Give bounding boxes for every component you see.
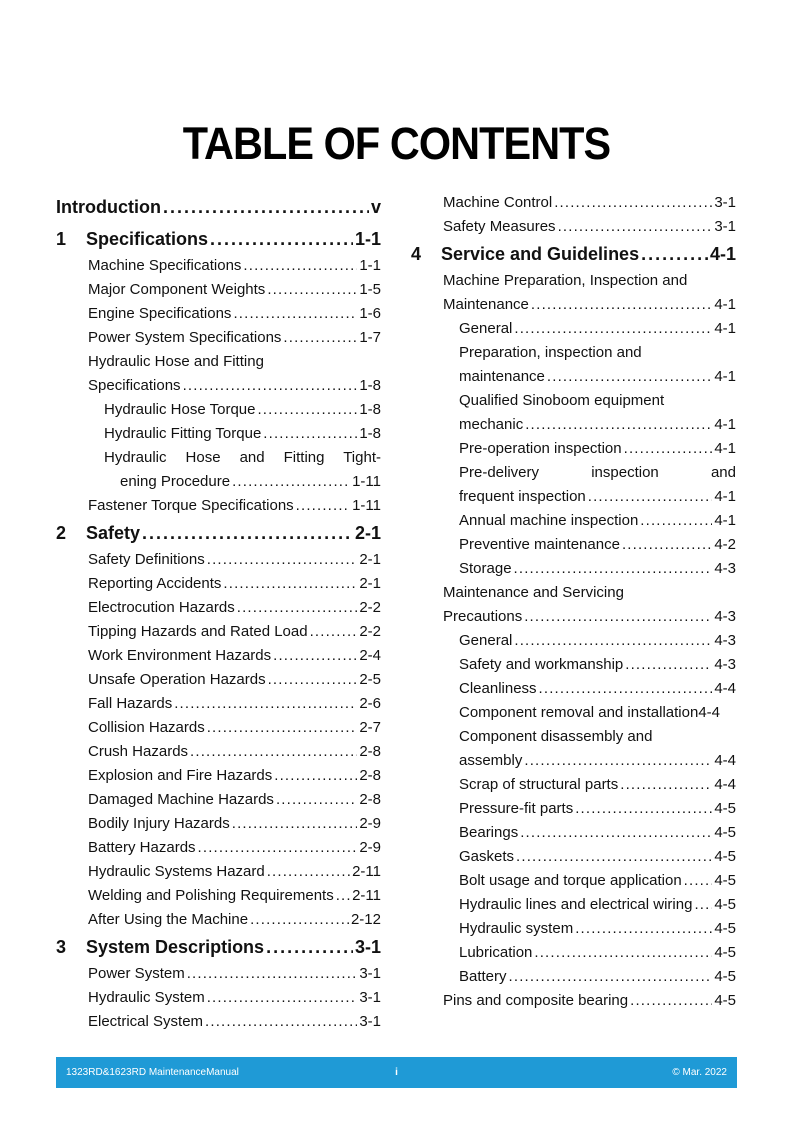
toc-entry-title: Collision Hazards [88, 719, 205, 736]
toc-entry-title: Tipping Hazards and Rated Load [88, 623, 308, 640]
dot-leader [684, 869, 713, 893]
dot-leader [207, 716, 358, 740]
toc-entry-page: 4-5 [714, 848, 736, 865]
dot-leader [223, 572, 357, 596]
toc-entry-page: 1-8 [359, 377, 381, 394]
toc-entry[interactable] [411, 965, 736, 989]
toc-entry-page: 4-4 [714, 752, 736, 769]
toc-entry-title: Preparation, inspection and [459, 344, 642, 361]
toc-entry-title: Machine Preparation, Inspection and [443, 272, 688, 289]
toc-entry-page: 4-3 [714, 632, 736, 649]
toc-entry[interactable] [411, 629, 736, 653]
toc-entry-page: 4-1 [714, 320, 736, 337]
toc-entry-title-cont: maintenance [459, 368, 545, 385]
toc-entry-page: 3-1 [359, 1013, 381, 1030]
toc-entry-title: Safety Definitions [88, 551, 205, 568]
toc-entry[interactable] [411, 917, 736, 941]
toc-entry-title: Battery Hazards [88, 839, 196, 856]
dot-leader [588, 485, 713, 509]
toc-entry[interactable] [56, 836, 381, 860]
toc-entry[interactable] [411, 701, 736, 725]
toc-entry-page: 4-3 [714, 608, 736, 625]
toc-entry[interactable] [56, 572, 381, 596]
dot-leader [263, 422, 357, 446]
toc-entry-page: 1-8 [359, 425, 381, 442]
toc-entry-page: 4-1 [714, 296, 736, 313]
dot-leader [183, 374, 358, 398]
toc-entry[interactable] [56, 716, 381, 740]
toc-entry-title: Component disassembly and [459, 728, 653, 745]
dot-leader [336, 884, 350, 908]
toc-entry-page: 4-1 [714, 440, 736, 457]
dot-leader [237, 596, 358, 620]
toc-entry-title: Component removal and installation [459, 704, 699, 721]
toc-entry-title: Unsafe Operation Hazards [88, 671, 266, 688]
footer-date: © Mar. 2022 [672, 1067, 727, 1078]
dot-leader [198, 836, 358, 860]
dot-leader [257, 398, 357, 422]
toc-entry[interactable] [411, 317, 736, 341]
toc-entry-page: 1-5 [359, 281, 381, 298]
dot-leader [640, 509, 712, 533]
toc-entry-title-cont: Precautions [443, 608, 523, 625]
dot-leader [516, 845, 712, 869]
toc-entry[interactable] [56, 860, 381, 884]
dot-leader [187, 962, 358, 986]
toc-entry[interactable] [411, 533, 736, 557]
toc-entry[interactable] [411, 941, 736, 965]
toc-entry[interactable] [411, 509, 736, 533]
toc-entry-title-cont: assembly [459, 752, 523, 769]
toc-entry[interactable] [56, 326, 381, 350]
chapter-page: 3-1 [354, 937, 381, 957]
dot-leader [641, 239, 708, 269]
toc-entry-pre-delivery[interactable] [411, 461, 736, 509]
dot-leader [210, 224, 353, 254]
toc-entry-page: 4-1 [714, 368, 736, 385]
toc-entry-page: 2-7 [359, 719, 381, 736]
toc-entry-page: 3-1 [359, 965, 381, 982]
toc-entry-title: Electrical System [88, 1013, 204, 1030]
dot-leader [174, 692, 357, 716]
toc-chapter-3[interactable] [56, 932, 381, 962]
dot-leader [267, 860, 350, 884]
toc-entry-page: 4-3 [714, 560, 736, 577]
toc-entry-page: 4-4 [698, 704, 720, 721]
toc-entry-page: 4-1 [714, 488, 736, 505]
toc-entry[interactable] [56, 494, 381, 518]
dot-leader [276, 788, 357, 812]
toc-chapter-4[interactable] [411, 239, 736, 269]
toc-entry[interactable] [56, 644, 381, 668]
toc-entry[interactable] [56, 254, 381, 278]
toc-entry-page: 4-2 [714, 536, 736, 553]
toc-entry[interactable] [56, 908, 381, 932]
toc-entry-page: 1-11 [352, 473, 381, 490]
toc-entry[interactable] [56, 398, 381, 422]
dot-leader [558, 215, 713, 239]
toc-entry-title: General [459, 320, 513, 337]
toc-entry-page: 4-5 [714, 896, 736, 913]
toc-entry-title: After Using the Machine [88, 911, 249, 928]
toc-entry-title: Electrocution Hazards [88, 599, 235, 616]
toc-entry[interactable] [56, 692, 381, 716]
dot-leader [207, 548, 358, 572]
dot-leader [232, 812, 358, 836]
toc-entry-title: Maintenance and Servicing [443, 584, 624, 601]
toc-entry-page: 4-5 [714, 968, 736, 985]
dot-leader [509, 965, 713, 989]
toc-entry-page: 2-4 [359, 647, 381, 664]
toc-entry-page: 2-11 [352, 887, 381, 904]
toc-entry-page: 2-6 [359, 695, 381, 712]
toc-entry-title: Explosion and Fire Hazards [88, 767, 273, 784]
toc-entry-title: Welding and Polishing Requirements [88, 887, 334, 904]
toc-entry-title: Machine Control [443, 194, 553, 211]
dot-leader [205, 1010, 357, 1034]
dot-leader [163, 194, 369, 220]
toc-entry-title: Safety and workmanship [459, 656, 624, 673]
toc-entry-page: 2-8 [359, 767, 381, 784]
dot-leader [534, 941, 712, 965]
page-footer [56, 1057, 737, 1088]
toc-chapter-1[interactable] [56, 224, 381, 254]
toc-entry-hose-specs[interactable] [56, 350, 381, 398]
toc-entry-page: 2-12 [350, 911, 381, 928]
dot-leader [554, 191, 712, 215]
toc-entry-page: v [370, 197, 381, 217]
dot-leader [296, 494, 350, 518]
dot-leader [514, 629, 712, 653]
dot-leader [310, 620, 358, 644]
toc-entry-title: Hydraulic Hose Torque [104, 401, 256, 418]
toc-entry[interactable] [411, 191, 736, 215]
toc-entry-title: Qualified Sinoboom equipment [459, 392, 665, 409]
toc-entry[interactable] [56, 278, 381, 302]
chapter-number: 2 [56, 523, 67, 543]
toc-entry[interactable] [56, 812, 381, 836]
footer-page-number: i [395, 1067, 398, 1078]
toc-entry-title: Reporting Accidents [88, 575, 222, 592]
toc-entry-title: Pre-operation inspection [459, 440, 622, 457]
toc-entry-title: Engine Specifications [88, 305, 232, 322]
toc-entry-page: 4-5 [714, 824, 736, 841]
chapter-title: Safety [86, 523, 141, 543]
chapter-number: 4 [411, 244, 422, 264]
dot-leader [190, 740, 357, 764]
chapter-title: Service and Guidelines [441, 244, 640, 264]
dot-leader [514, 557, 713, 581]
dot-leader [575, 797, 712, 821]
toc-entry-page: 2-2 [359, 599, 381, 616]
dot-leader [524, 749, 712, 773]
chapter-page: 2-1 [354, 523, 381, 543]
dot-leader [250, 908, 349, 932]
dot-leader [539, 677, 713, 701]
toc-entry-page: 1-8 [359, 401, 381, 418]
toc-entry-title-cont: ening Procedure [120, 473, 231, 490]
toc-entry-page: 2-1 [359, 575, 381, 592]
toc-entry-page: 2-9 [359, 815, 381, 832]
toc-entry-title: Bolt usage and torque application [459, 872, 682, 889]
dot-leader [630, 989, 712, 1013]
toc-entry-title-cont: frequent inspection [459, 488, 586, 505]
toc-entry-qualified-mechanic[interactable] [411, 389, 736, 437]
toc-chapter-2[interactable] [56, 518, 381, 548]
toc-entry[interactable] [56, 596, 381, 620]
toc-entry-title: Scrap of structural parts [459, 776, 619, 793]
toc-entry-title: Hydraulic Hose and Fitting Tight- [104, 449, 381, 466]
toc-entry-title: Safety Measures [443, 218, 556, 235]
toc-entry[interactable] [411, 215, 736, 239]
toc-entry-page: 3-1 [714, 194, 736, 211]
toc-entry-page: 3-1 [714, 218, 736, 235]
toc-entry-title: Pins and composite bearing [443, 992, 629, 1009]
toc-entry-page: 4-5 [714, 944, 736, 961]
dot-leader [273, 644, 357, 668]
toc-entry-title-cont: Maintenance [443, 296, 529, 313]
toc-entry-title: Lubrication [459, 944, 533, 961]
toc-entry-title: Annual machine inspection [459, 512, 639, 529]
dot-leader [207, 986, 358, 1010]
toc-entry-title: Hydraulic system [459, 920, 574, 937]
toc-entry[interactable] [411, 797, 736, 821]
toc-entry[interactable] [411, 989, 736, 1013]
toc-entry-maintenance-precautions[interactable] [411, 581, 736, 629]
toc-entry-title: Pressure-fit parts [459, 800, 574, 817]
toc-entry-page: 4-5 [714, 992, 736, 1009]
toc-entry-title: Damaged Machine Hazards [88, 791, 274, 808]
toc-entry[interactable] [56, 668, 381, 692]
toc-entry[interactable] [56, 740, 381, 764]
dot-leader [575, 917, 712, 941]
toc-entry-page: 1-11 [352, 497, 381, 514]
dot-leader [694, 893, 712, 917]
footer-manual-name: 1323RD&1623RD MaintenanceManual [66, 1067, 239, 1078]
dot-leader [547, 365, 712, 389]
toc-left-column [56, 194, 381, 1034]
toc-entry-page: 1-7 [359, 329, 381, 346]
dot-leader [233, 302, 357, 326]
chapter-number: 1 [56, 229, 67, 249]
dot-leader [514, 317, 712, 341]
toc-entry-title: Cleanliness [459, 680, 537, 697]
toc-entry-title: Power System [88, 965, 185, 982]
toc-entry-page: 2-11 [352, 863, 381, 880]
toc-entry[interactable] [56, 548, 381, 572]
toc-entry[interactable] [56, 788, 381, 812]
toc-entry-page: 4-3 [714, 656, 736, 673]
toc-entry-page: 4-5 [714, 872, 736, 889]
dot-leader [267, 278, 357, 302]
dot-leader [274, 764, 357, 788]
toc-entry-page: 4-5 [714, 920, 736, 937]
toc-entry-page: 1-6 [359, 305, 381, 322]
dot-leader [142, 518, 353, 548]
dot-leader [268, 668, 358, 692]
toc-entry-title: Preventive maintenance [459, 536, 620, 553]
toc-entry[interactable] [56, 422, 381, 446]
toc-entry[interactable] [411, 773, 736, 797]
toc-entry-disassembly[interactable] [411, 725, 736, 773]
toc-entry-title: Bodily Injury Hazards [88, 815, 230, 832]
dot-leader [520, 821, 712, 845]
toc-entry-page: 1-1 [359, 257, 381, 274]
toc-entry-title: Battery [459, 968, 507, 985]
dot-leader [524, 605, 712, 629]
toc-entry-title: Pre-delivery inspection and [459, 464, 736, 481]
dot-leader [232, 470, 350, 494]
toc-entry[interactable] [411, 557, 736, 581]
toc-entry[interactable] [56, 764, 381, 788]
toc-entry-title: Major Component Weights [88, 281, 266, 298]
dot-leader [624, 437, 713, 461]
toc-entry-page: 4-1 [714, 416, 736, 433]
toc-entry-page: 2-8 [359, 743, 381, 760]
toc-entry[interactable] [56, 986, 381, 1010]
toc-entry[interactable] [411, 893, 736, 917]
toc-entry-title: Power System Specifications [88, 329, 282, 346]
toc-entry[interactable] [56, 620, 381, 644]
toc-entry-title: Machine Specifications [88, 257, 242, 274]
toc-entry-title: Hydraulic Systems Hazard [88, 863, 265, 880]
toc-right-column [411, 191, 736, 1013]
toc-entry[interactable] [56, 302, 381, 326]
toc-entry-page: 2-2 [359, 623, 381, 640]
dot-leader [622, 533, 712, 557]
dot-leader [620, 773, 712, 797]
toc-entry-title: Hydraulic System [88, 989, 205, 1006]
toc-entry-page: 2-1 [359, 551, 381, 568]
toc-entry-page: 4-4 [714, 680, 736, 697]
chapter-page: 4-1 [709, 244, 736, 264]
toc-entry[interactable] [411, 437, 736, 461]
toc-entry-title-cont: Specifications [88, 377, 181, 394]
toc-entry-title: Gaskets [459, 848, 515, 865]
toc-entry-title: Hydraulic lines and electrical wiring [459, 896, 693, 913]
toc-entry-title-cont: mechanic [459, 416, 524, 433]
dot-leader [625, 653, 712, 677]
toc-entry-page: 3-1 [359, 989, 381, 1006]
toc-entry-page: 2-8 [359, 791, 381, 808]
toc-entry[interactable] [56, 1010, 381, 1034]
toc-entry-title: Bearings [459, 824, 519, 841]
toc-entry[interactable] [56, 962, 381, 986]
toc-entry[interactable] [411, 845, 736, 869]
toc-entry-page: 4-5 [714, 800, 736, 817]
toc-entry-title: Work Environment Hazards [88, 647, 272, 664]
toc-entry-title: Crush Hazards [88, 743, 189, 760]
dot-leader [531, 293, 712, 317]
toc-entry-page: 4-1 [714, 512, 736, 529]
dot-leader [266, 932, 353, 962]
page-title: TABLE OF CONTENTS [182, 118, 611, 169]
toc-entry-title: Fastener Torque Specifications [88, 497, 294, 514]
toc-entry[interactable] [411, 653, 736, 677]
toc-entry[interactable] [56, 884, 381, 908]
toc-entry-preparation[interactable] [411, 341, 736, 389]
toc-entry-tightening[interactable] [56, 446, 381, 494]
toc-entry[interactable] [411, 677, 736, 701]
toc-entry-introduction[interactable] [56, 194, 381, 224]
chapter-title: System Descriptions [86, 937, 265, 957]
chapter-number: 3 [56, 937, 67, 957]
toc-entry-title: Hydraulic Fitting Torque [104, 425, 262, 442]
toc-entry-page: 2-9 [359, 839, 381, 856]
toc-entry-title: Storage [459, 560, 512, 577]
toc-entry[interactable] [411, 869, 736, 893]
toc-entry-page: 2-5 [359, 671, 381, 688]
chapter-title: Specifications [86, 229, 209, 249]
chapter-page: 1-1 [354, 229, 381, 249]
toc-entry-title: Introduction [56, 197, 161, 217]
toc-entry-title: Fall Hazards [88, 695, 173, 712]
toc-entry-page: 4-4 [714, 776, 736, 793]
toc-entry-title: General [459, 632, 513, 649]
dot-leader [283, 326, 357, 350]
toc-entry-machine-preparation[interactable] [411, 269, 736, 317]
toc-entry-title: Hydraulic Hose and Fitting [88, 353, 264, 370]
dot-leader [525, 413, 712, 437]
dot-leader [243, 254, 357, 278]
toc-entry[interactable] [411, 821, 736, 845]
